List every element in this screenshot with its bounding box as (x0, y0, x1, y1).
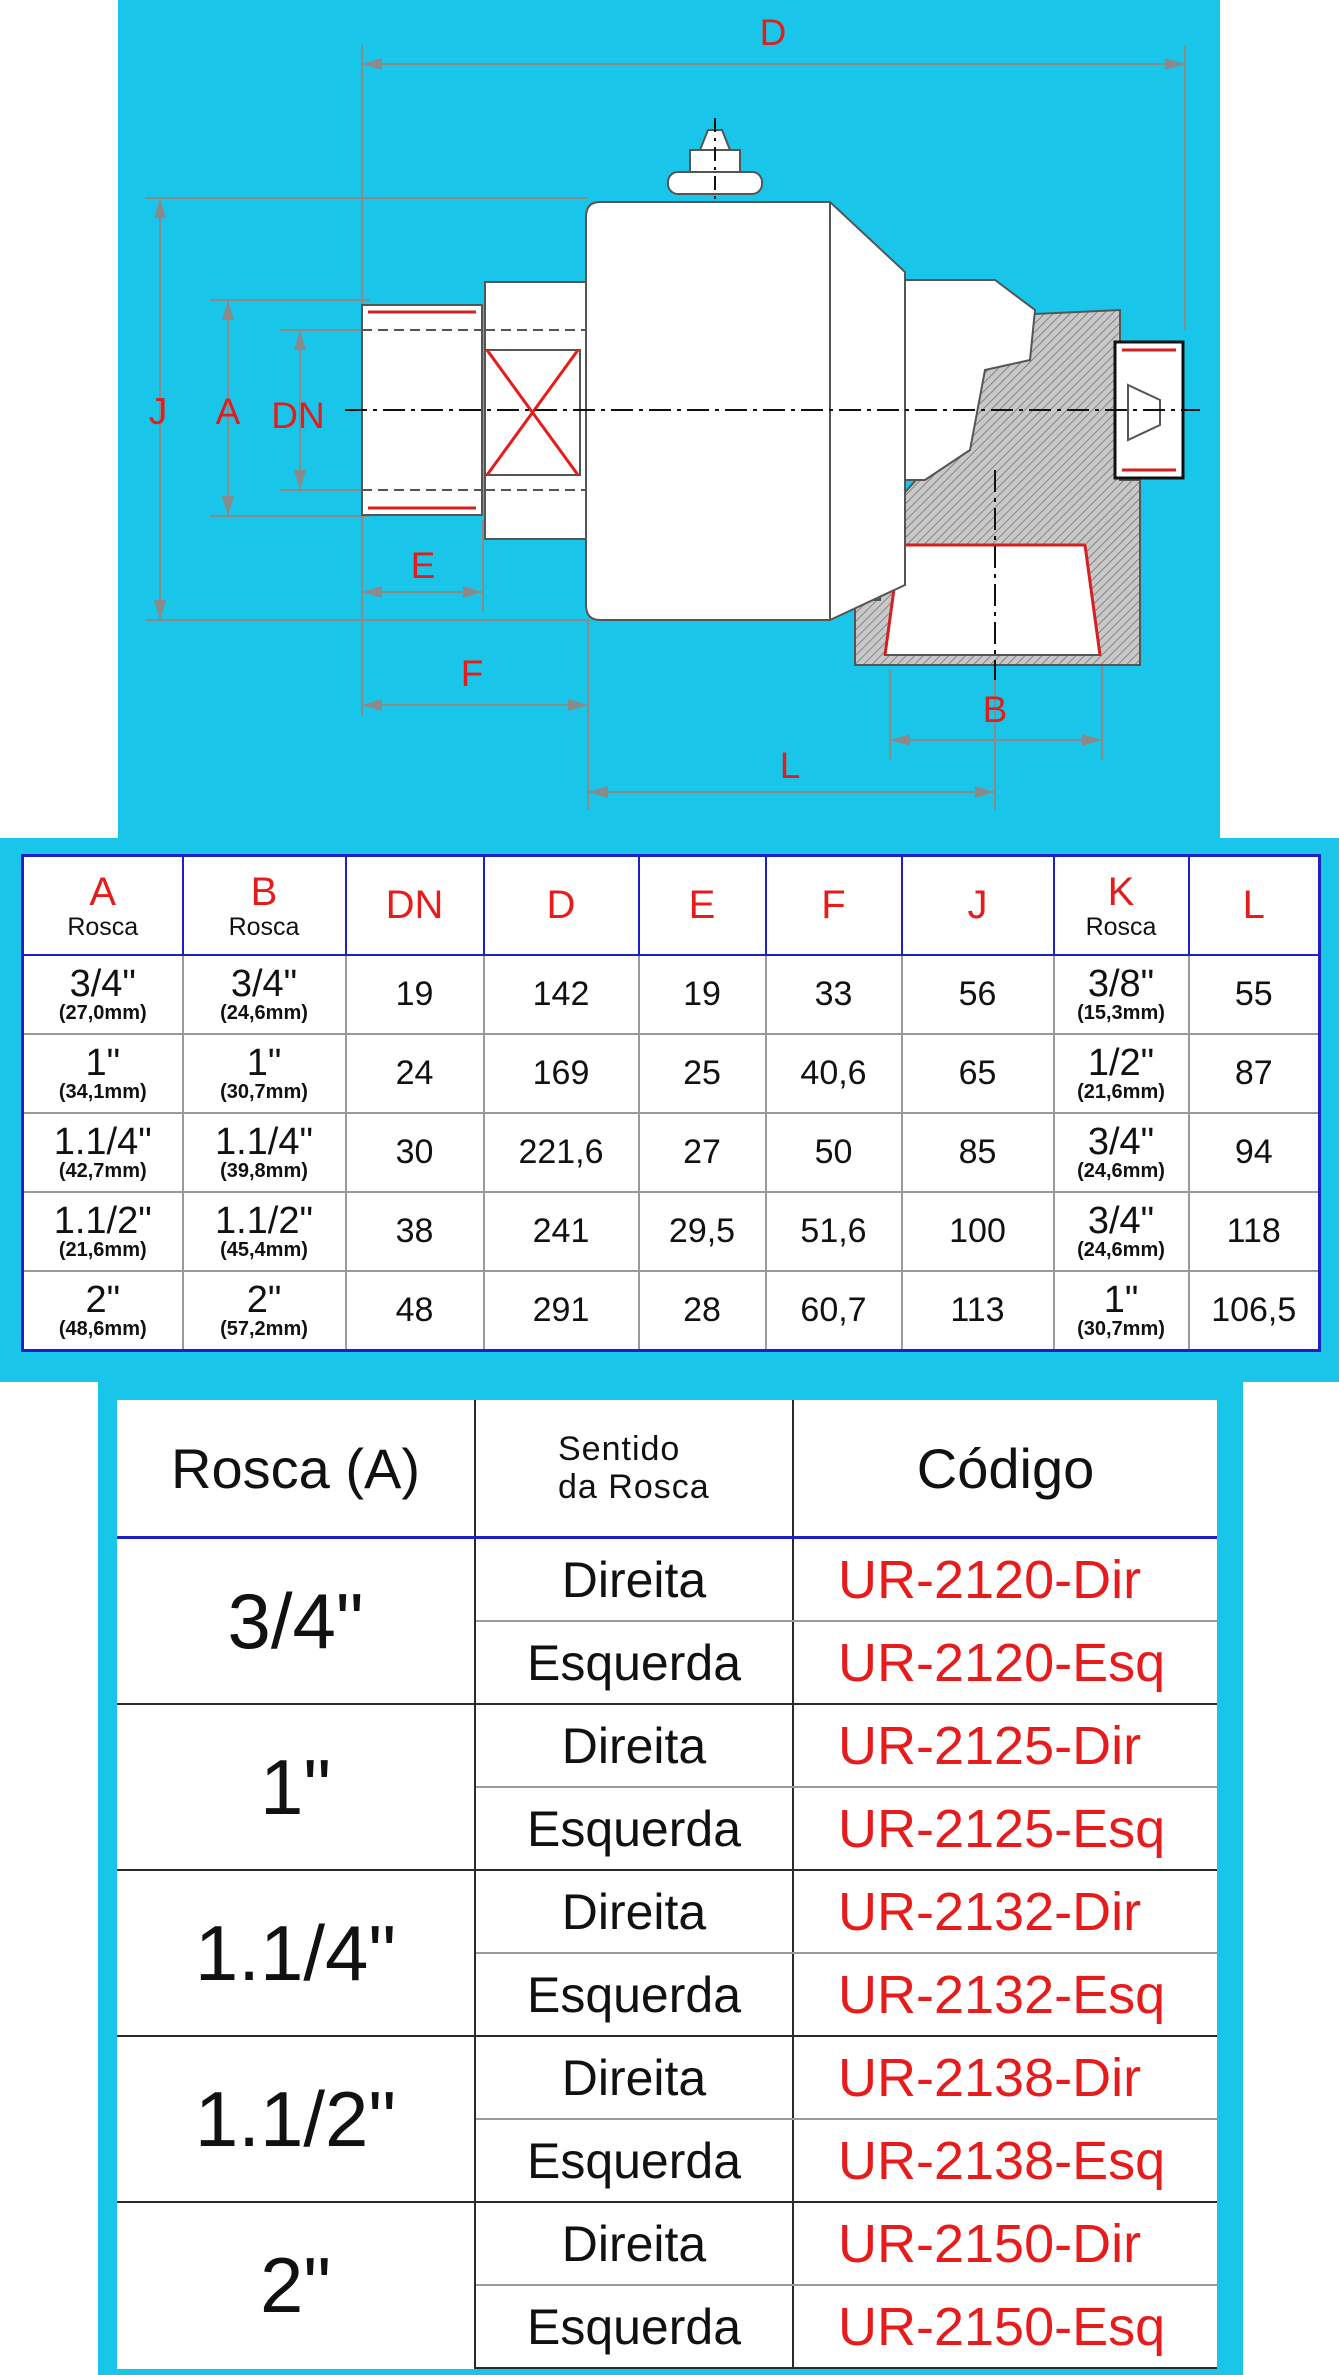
code-row (117, 2202, 1217, 2285)
thread-size: 1.1/4" (117, 1870, 475, 2036)
header-sentido: Sentido da Rosca (475, 1400, 793, 1538)
header-b: B Rosca (183, 856, 346, 956)
cell-l: 87 (1189, 1034, 1320, 1113)
cell-a: 1" (34,1mm) (23, 1034, 183, 1113)
cell-j: 65 (902, 1034, 1054, 1113)
cell-e: 28 (639, 1271, 766, 1351)
product-code: UR-2138-Esq (793, 2119, 1217, 2202)
product-code: UR-2132-Dir (793, 1870, 1217, 1953)
header-e: E (639, 856, 766, 956)
spec-row (23, 1034, 1320, 1113)
cell-j: 56 (902, 955, 1054, 1034)
thread-direction: Esquerda (475, 2285, 793, 2368)
thread-direction: Esquerda (475, 1787, 793, 1870)
cell-b: 1.1/4" (39,8mm) (183, 1113, 346, 1192)
thread-direction: Esquerda (475, 1953, 793, 2036)
product-code: UR-2138-Dir (793, 2036, 1217, 2119)
dim-label-f: F (460, 653, 484, 694)
cell-a: 3/4" (27,0mm) (23, 955, 183, 1034)
cell-k: 3/4" (24,6mm) (1054, 1192, 1189, 1271)
spec-header-row (23, 856, 1320, 956)
code-row (117, 1704, 1217, 1787)
cell-j: 85 (902, 1113, 1054, 1192)
code-row (117, 2036, 1217, 2119)
header-rosca: Rosca (A) (117, 1400, 475, 1538)
thread-size: 1.1/2" (117, 2036, 475, 2202)
cell-k: 1" (30,7mm) (1054, 1271, 1189, 1351)
cell-b: 1" (30,7mm) (183, 1034, 346, 1113)
header-a: A Rosca (23, 856, 183, 956)
cell-l: 118 (1189, 1192, 1320, 1271)
thread-direction: Direita (475, 2202, 793, 2285)
product-code: UR-2120-Dir (793, 1538, 1217, 1622)
dim-label-e: E (410, 545, 436, 586)
cell-dn: 24 (346, 1034, 484, 1113)
cell-a: 2" (48,6mm) (23, 1271, 183, 1351)
cell-k: 1/2" (21,6mm) (1054, 1034, 1189, 1113)
header-f: F (766, 856, 902, 956)
cell-dn: 48 (346, 1271, 484, 1351)
product-code: UR-2150-Esq (793, 2285, 1217, 2368)
product-code: UR-2125-Esq (793, 1787, 1217, 1870)
header-k: K Rosca (1054, 856, 1189, 956)
cell-e: 25 (639, 1034, 766, 1113)
cell-d: 291 (484, 1271, 639, 1351)
cell-dn: 38 (346, 1192, 484, 1271)
dim-label-b: B (982, 689, 1008, 730)
header-codigo: Código (793, 1400, 1217, 1538)
cell-j: 113 (902, 1271, 1054, 1351)
product-code-table (117, 1400, 1217, 2369)
dim-label-a: A (215, 391, 241, 432)
spec-row (23, 1192, 1320, 1271)
dim-label-d: D (759, 12, 787, 53)
cell-j: 100 (902, 1192, 1054, 1271)
thread-direction: Direita (475, 2036, 793, 2119)
cell-a: 1.1/4" (42,7mm) (23, 1113, 183, 1192)
product-code: UR-2120-Esq (793, 1621, 1217, 1704)
code-table-section (98, 1382, 1243, 2375)
header-l: L (1189, 856, 1320, 956)
spec-row (23, 955, 1320, 1034)
cell-d: 142 (484, 955, 639, 1034)
thread-direction: Direita (475, 1538, 793, 1622)
spec-table-section (0, 838, 1339, 1382)
header-j: J (902, 856, 1054, 956)
cell-l: 94 (1189, 1113, 1320, 1192)
header-dn: DN (346, 856, 484, 956)
cell-e: 29,5 (639, 1192, 766, 1271)
cell-a: 1.1/2" (21,6mm) (23, 1192, 183, 1271)
header-d: D (484, 856, 639, 956)
cell-dn: 19 (346, 955, 484, 1034)
cell-l: 106,5 (1189, 1271, 1320, 1351)
code-row (117, 1538, 1217, 1622)
dim-label-j: J (148, 391, 168, 432)
product-code: UR-2125-Dir (793, 1704, 1217, 1787)
spec-row (23, 1271, 1320, 1351)
thread-size: 2" (117, 2202, 475, 2368)
thread-direction: Direita (475, 1704, 793, 1787)
thread-size: 1" (117, 1704, 475, 1870)
cell-b: 1.1/2" (45,4mm) (183, 1192, 346, 1271)
product-code: UR-2150-Dir (793, 2202, 1217, 2285)
thread-size: 3/4" (117, 1538, 475, 1705)
cell-k: 3/8" (15,3mm) (1054, 955, 1189, 1034)
dim-label-l: L (779, 745, 801, 786)
cell-f: 50 (766, 1113, 902, 1192)
code-row (117, 1870, 1217, 1953)
valve-technical-drawing (0, 0, 1339, 838)
cell-dn: 30 (346, 1113, 484, 1192)
cell-d: 241 (484, 1192, 639, 1271)
thread-direction: Direita (475, 1870, 793, 1953)
dimension-spec-table (21, 854, 1321, 1352)
cell-f: 51,6 (766, 1192, 902, 1271)
cell-f: 33 (766, 955, 902, 1034)
thread-direction: Esquerda (475, 1621, 793, 1704)
cell-e: 19 (639, 955, 766, 1034)
product-code: UR-2132-Esq (793, 1953, 1217, 2036)
cell-f: 60,7 (766, 1271, 902, 1351)
cell-b: 2" (57,2mm) (183, 1271, 346, 1351)
cell-e: 27 (639, 1113, 766, 1192)
cell-d: 221,6 (484, 1113, 639, 1192)
thread-direction: Esquerda (475, 2119, 793, 2202)
cell-b: 3/4" (24,6mm) (183, 955, 346, 1034)
cell-f: 40,6 (766, 1034, 902, 1113)
spec-row (23, 1113, 1320, 1192)
cell-d: 169 (484, 1034, 639, 1113)
cell-l: 55 (1189, 955, 1320, 1034)
dim-label-dn: DN (271, 395, 325, 436)
cell-k: 3/4" (24,6mm) (1054, 1113, 1189, 1192)
code-header-row (117, 1400, 1217, 1538)
